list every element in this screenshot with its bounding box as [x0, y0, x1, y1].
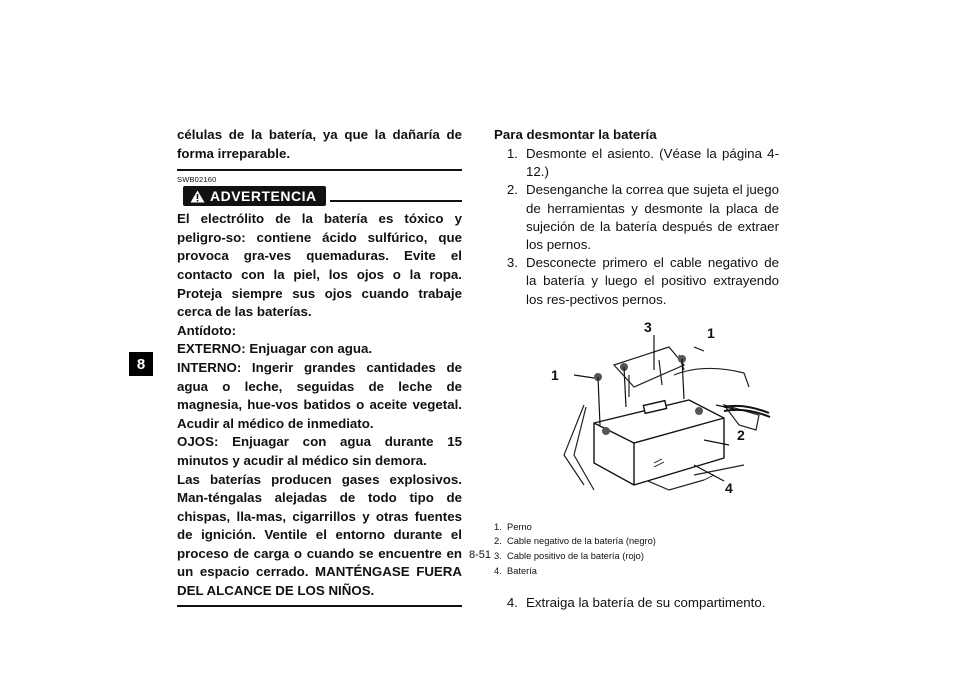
legend-text: Cable negativo de la batería (negro) [507, 536, 656, 547]
legend-number: 1. [494, 521, 502, 532]
intro-text: células de la batería, ya que la dañaría de forma irreparable. [177, 127, 462, 161]
step-number: 3. [506, 255, 518, 271]
step-text: Desenganche la correa que sujeta el juego de herramientas y desmonte la placa de sujeción de la batería después de extraer los pernos. [526, 182, 779, 253]
list-item [494, 145, 779, 181]
right-column [494, 126, 779, 612]
warning-header [177, 186, 462, 206]
figure-callout: 4 [725, 479, 733, 496]
legend-text: Batería [507, 565, 537, 576]
warning-label: ADVERTENCIA [210, 188, 317, 205]
warning-block [177, 175, 462, 606]
legend-number: 4. [494, 565, 502, 576]
step-number: 2. [506, 182, 518, 198]
figure-callout: 2 [737, 426, 745, 443]
figure-callout: 1 [551, 366, 559, 383]
list-item [494, 534, 779, 549]
warning-paragraph: EXTERNO: Enjuagar con agua. [177, 341, 373, 357]
warning-paragraph: Antídoto: [177, 322, 237, 338]
battery-illustration-drawing [534, 315, 784, 515]
warning-bottom-rule [177, 605, 462, 607]
chapter-tab: 8 [129, 352, 153, 376]
list-item [494, 181, 779, 254]
figure-callout: 1 [707, 324, 715, 341]
warning-body [177, 210, 462, 600]
section-title: Para desmontar la batería [494, 127, 657, 142]
page-number: 8-51 [468, 549, 492, 561]
figure-legend [494, 520, 779, 578]
warning-paragraph: OJOS: Enjuagar con agua durante 15 minutos y acudir al médico sin demora. [177, 434, 462, 468]
step-text: Extraiga la batería de su compartimento. [526, 595, 766, 611]
battery-illustration [534, 315, 784, 515]
warning-paragraph: Las baterías producen gases explosivos. Man-téngalas alejadas de todo tipo de chispas, lla-mas, cigarrillos y otras fuentes de ignición. Ventile el entorno durante el proceso de carga o cuando se encuentre en un espacio cerrado. MANTÉNGASE FUERA DEL ALCANCE DE LOS NIÑOS. [177, 471, 462, 599]
step-text: Desconecte primero el cable negativo de la batería y luego el positivo extrayendo los res-pectivos pernos. [526, 255, 779, 307]
warning-badge [183, 186, 326, 206]
steps-list [494, 145, 779, 309]
list-item [494, 549, 779, 564]
legend-number: 3. [494, 551, 502, 562]
list-item [494, 520, 779, 535]
legend-number: 2. [494, 536, 502, 547]
list-item [494, 564, 779, 579]
step-number: 4. [506, 595, 518, 611]
legend-text: Cable positivo de la batería (rojo) [507, 551, 644, 562]
warning-paragraph: INTERNO: Ingerir grandes cantidades de agua o leche, seguidas de leche de magnesia, hue-vos batidos o aceite vegetal. Acudir al médico de inmediato. [177, 359, 462, 431]
step-number: 1. [506, 146, 518, 161]
warning-code: SWB02160 [177, 175, 217, 185]
warning-paragraph: El electrólito de la batería es tóxico y peligro-so: contiene ácido sulfúrico, que provoca gra-ves quemaduras. Evite el contacto con la piel, los ojos o la ropa. Proteja siempre sus ojos cuando trabaje cerca de las baterías. [177, 211, 462, 320]
warning-triangle-icon [190, 190, 205, 203]
legend-text: Perno [507, 521, 532, 532]
figure-callout: 3 [644, 318, 652, 335]
list-item [494, 254, 779, 309]
left-column [177, 126, 462, 607]
warning-header-rule [330, 200, 462, 202]
warning-top-rule [177, 169, 462, 171]
list-item [494, 594, 779, 612]
step-text: Desmonte el asiento. (Véase la página 4-12.) [526, 146, 779, 180]
